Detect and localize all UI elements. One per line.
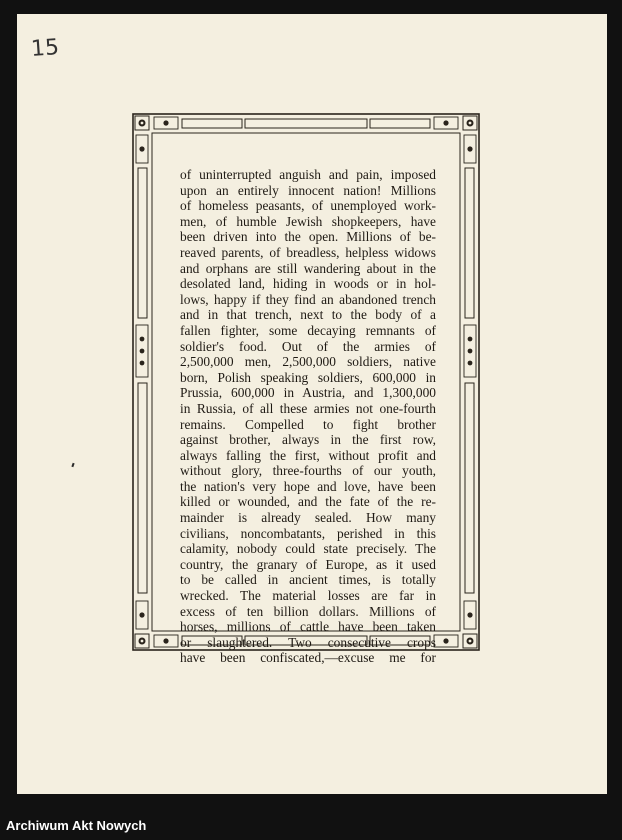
text-line: always falling the first, without profit and <box>180 447 436 463</box>
archive-footer <box>0 815 622 840</box>
text-line: desolated land, hiding in woods or in hol- <box>180 276 436 292</box>
text-line: or slaughtered. Two consecutive crops <box>180 634 436 650</box>
text-line: 2,500,000 men, 2,500,000 soldiers, native <box>180 354 436 370</box>
text-line: been driven into the open. Millions of be- <box>180 229 436 245</box>
page-number: 15 <box>30 35 60 62</box>
text-line: born, Polish speaking soldiers, 600,000 in <box>180 369 436 385</box>
text-line: the nation's very hope and love, have been <box>180 478 436 494</box>
ink-speck <box>71 463 74 467</box>
text-line: and in that trench, next to the body of a <box>180 307 436 323</box>
text-line: without glory, three-fourths of our youth, <box>180 463 436 479</box>
text-line: civilians, noncombatants, perished in this <box>180 525 436 541</box>
text-line: of uninterrupted anguish and pain, imposed <box>180 167 436 182</box>
text-line: killed or wounded, and the fate of the re- <box>180 494 436 510</box>
text-line: against brother, always in the first row, <box>180 432 436 448</box>
text-line: wrecked. The material losses are far in <box>180 588 436 604</box>
text-line: horses, millions of cattle have been taken <box>180 619 436 635</box>
text-line: upon an entirely innocent nation! Millions <box>180 182 436 198</box>
text-line: country, the granary of Europe, as it used <box>180 556 436 572</box>
body-text <box>180 167 436 666</box>
text-line: of homeless peasants, of unemployed work- <box>180 198 436 214</box>
archive-watermark: Archiwum Akt Nowych <box>6 818 147 833</box>
text-line: excess of ten billion dollars. Millions of <box>180 603 436 619</box>
text-line: remains. Compelled to fight brother <box>180 416 436 432</box>
text-line: men, of humble Jewish shopkeepers, have <box>180 213 436 229</box>
text-line: lows, happy if they find an abandoned trench <box>180 291 436 307</box>
text-line: soldier's food. Out of the armies of <box>180 338 436 354</box>
text-line: fallen fighter, some decaying remnants of <box>180 322 436 338</box>
text-line: reaved parents, of breadless, helpless widows <box>180 244 436 260</box>
text-line: in Russia, of all these armies not one-fourth <box>180 400 436 416</box>
text-line: calamity, nobody could state precisely. The <box>180 541 436 557</box>
text-line: Prussia, 600,000 in Austria, and 1,300,000 <box>180 385 436 401</box>
text-line: have been confiscated,—excuse me for <box>180 650 436 666</box>
text-line: to be called in ancient times, is totally <box>180 572 436 588</box>
text-line: mainder is already sealed. How many <box>180 510 436 526</box>
text-line: and orphans are still wandering about in the <box>180 260 436 276</box>
